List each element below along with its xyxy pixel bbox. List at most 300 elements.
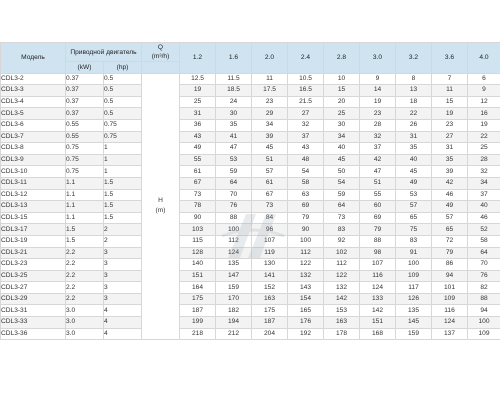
- head-value-cell: 112: [324, 259, 360, 271]
- head-value-cell: 182: [216, 305, 252, 317]
- kw-cell: 1.1: [66, 189, 104, 201]
- head-value-cell: 16.5: [288, 85, 324, 97]
- head-value-cell: 45: [252, 143, 288, 155]
- table-row: [1, 224, 500, 236]
- head-value-cell: 94: [468, 305, 500, 317]
- kw-cell: 0.37: [66, 85, 104, 97]
- pump-spec-sheet: [0, 42, 500, 340]
- kw-cell: 3.0: [66, 328, 104, 340]
- head-value-cell: 19: [432, 108, 468, 120]
- kw-subheader: (kW): [66, 62, 104, 74]
- model-cell: CDL3-2: [1, 73, 66, 85]
- head-value-cell: 79: [360, 224, 396, 236]
- model-cell: CDL3-27: [1, 282, 66, 294]
- head-value-cell: 135: [216, 259, 252, 271]
- table-row: [1, 328, 500, 340]
- head-value-cell: 43: [288, 143, 324, 155]
- kw-cell: 0.75: [66, 166, 104, 178]
- head-value-cell: 107: [252, 235, 288, 247]
- head-value-cell: 20: [324, 96, 360, 108]
- kw-cell: 1.5: [66, 235, 104, 247]
- head-value-cell: 26: [396, 119, 432, 131]
- hp-cell: 2: [104, 224, 142, 236]
- head-value-cell: 147: [216, 270, 252, 282]
- model-cell: CDL3-10: [1, 166, 66, 178]
- head-value-cell: 103: [180, 224, 216, 236]
- table-row: [1, 131, 500, 143]
- table-row: [1, 201, 500, 213]
- head-value-cell: 67: [180, 177, 216, 189]
- hp-cell: 4: [104, 305, 142, 317]
- head-value-cell: 133: [360, 293, 396, 305]
- head-value-cell: 76: [468, 270, 500, 282]
- head-value-cell: 67: [252, 189, 288, 201]
- flow-value-header: 4.0: [468, 43, 500, 74]
- head-value-cell: 7: [432, 73, 468, 85]
- head-value-cell: 9: [468, 85, 500, 97]
- head-value-cell: 84: [252, 212, 288, 224]
- table-row: [1, 177, 500, 189]
- head-value-cell: 78: [180, 201, 216, 213]
- head-value-cell: 55: [180, 154, 216, 166]
- head-value-cell: 34: [252, 119, 288, 131]
- head-value-cell: 102: [324, 247, 360, 259]
- head-value-cell: 45: [396, 166, 432, 178]
- head-value-cell: 64: [216, 177, 252, 189]
- kw-cell: 1.1: [66, 177, 104, 189]
- flow-value-header: 3.0: [360, 43, 396, 74]
- hp-cell: 1: [104, 166, 142, 178]
- hp-cell: 1: [104, 154, 142, 166]
- head-value-cell: 30: [324, 119, 360, 131]
- head-value-cell: 15: [324, 85, 360, 97]
- head-value-cell: 163: [324, 317, 360, 329]
- head-value-cell: 32: [468, 166, 500, 178]
- head-value-cell: 91: [396, 247, 432, 259]
- flow-value-header: 1.2: [180, 43, 216, 74]
- table-row: [1, 259, 500, 271]
- hp-cell: 3: [104, 259, 142, 271]
- head-value-cell: 137: [432, 328, 468, 340]
- head-value-cell: 83: [396, 235, 432, 247]
- head-value-cell: 11: [432, 85, 468, 97]
- head-value-cell: 39: [252, 131, 288, 143]
- head-value-cell: 154: [288, 293, 324, 305]
- hp-cell: 0.5: [104, 108, 142, 120]
- head-value-cell: 57: [252, 166, 288, 178]
- head-value-cell: 152: [252, 282, 288, 294]
- flow-value-header: 2.4: [288, 43, 324, 74]
- head-value-cell: 22: [396, 108, 432, 120]
- table-row: [1, 317, 500, 329]
- kw-cell: 3.0: [66, 305, 104, 317]
- head-value-cell: 70: [216, 189, 252, 201]
- head-value-cell: 18.5: [216, 85, 252, 97]
- head-value-cell: 47: [360, 166, 396, 178]
- head-value-cell: 49: [180, 143, 216, 155]
- model-cell: CDL3-13: [1, 201, 66, 213]
- head-value-cell: 40: [468, 201, 500, 213]
- table-row: [1, 235, 500, 247]
- table-row: [1, 96, 500, 108]
- kw-cell: 0.37: [66, 108, 104, 120]
- head-value-cell: 151: [360, 317, 396, 329]
- head-value-cell: 88: [468, 293, 500, 305]
- flow-value-header: 2.8: [324, 43, 360, 74]
- head-value-cell: 22: [468, 131, 500, 143]
- head-value-cell: 69: [360, 212, 396, 224]
- model-cell: CDL3-25: [1, 270, 66, 282]
- head-value-cell: 100: [216, 224, 252, 236]
- head-value-cell: 142: [360, 305, 396, 317]
- head-value-cell: 37: [468, 189, 500, 201]
- head-value-cell: 117: [396, 282, 432, 294]
- head-value-cell: 35: [432, 154, 468, 166]
- head-value-cell: 14: [360, 85, 396, 97]
- head-value-cell: 70: [468, 259, 500, 271]
- head-value-cell: 115: [180, 235, 216, 247]
- head-value-cell: 112: [288, 247, 324, 259]
- head-value-cell: 109: [432, 293, 468, 305]
- head-value-cell: 168: [360, 328, 396, 340]
- head-value-cell: 34: [324, 131, 360, 143]
- hp-cell: 0.5: [104, 73, 142, 85]
- model-cell: CDL3-31: [1, 305, 66, 317]
- head-unit: (m): [155, 207, 166, 215]
- table-row: [1, 143, 500, 155]
- head-value-cell: 13: [396, 85, 432, 97]
- kw-cell: 0.75: [66, 154, 104, 166]
- hp-cell: 1.5: [104, 201, 142, 213]
- head-value-cell: 65: [396, 212, 432, 224]
- head-value-cell: 83: [324, 224, 360, 236]
- table-row: [1, 154, 500, 166]
- head-value-cell: 53: [216, 154, 252, 166]
- model-cell: CDL3-8: [1, 143, 66, 155]
- head-value-cell: 100: [468, 317, 500, 329]
- head-value-cell: 15: [432, 96, 468, 108]
- head-value-cell: 170: [216, 293, 252, 305]
- head-value-cell: 54: [288, 166, 324, 178]
- flow-value-header: 1.6: [216, 43, 252, 74]
- head-value-cell: 175: [180, 293, 216, 305]
- table-row: [1, 108, 500, 120]
- head-value-cell: 52: [468, 224, 500, 236]
- head-value-cell: 28: [468, 154, 500, 166]
- head-value-cell: 42: [432, 177, 468, 189]
- model-cell: CDL3-29: [1, 293, 66, 305]
- head-value-cell: 30: [216, 108, 252, 120]
- head-value-cell: 88: [360, 235, 396, 247]
- head-value-cell: 57: [396, 201, 432, 213]
- model-cell: CDL3-7: [1, 131, 66, 143]
- head-value-cell: 27: [432, 131, 468, 143]
- head-value-cell: 86: [432, 259, 468, 271]
- head-value-cell: 31: [432, 143, 468, 155]
- head-value-cell: 132: [288, 270, 324, 282]
- head-value-cell: 64: [468, 247, 500, 259]
- model-cell: CDL3-21: [1, 247, 66, 259]
- kw-cell: 2.2: [66, 270, 104, 282]
- head-value-cell: 54: [324, 177, 360, 189]
- head-value-cell: 42: [360, 154, 396, 166]
- head-value-cell: 6: [468, 73, 500, 85]
- flow-value-header: 2.0: [252, 43, 288, 74]
- head-value-cell: 199: [180, 317, 216, 329]
- model-cell: CDL3-17: [1, 224, 66, 236]
- performance-table: [0, 42, 500, 340]
- head-value-cell: 204: [252, 328, 288, 340]
- head-value-cell: 178: [324, 328, 360, 340]
- head-value-cell: 23: [360, 108, 396, 120]
- head-value-cell: 90: [180, 212, 216, 224]
- head-value-cell: 49: [396, 177, 432, 189]
- table-body: [1, 73, 500, 340]
- head-value-cell: 60: [360, 201, 396, 213]
- hp-cell: 3: [104, 247, 142, 259]
- head-value-cell: 19: [180, 85, 216, 97]
- head-value-cell: 45: [324, 154, 360, 166]
- head-value-cell: 187: [180, 305, 216, 317]
- hp-cell: 0.5: [104, 96, 142, 108]
- head-value-cell: 18: [396, 96, 432, 108]
- model-cell: CDL3-12: [1, 189, 66, 201]
- head-value-cell: 43: [180, 131, 216, 143]
- hp-cell: 1: [104, 143, 142, 155]
- head-value-cell: 12: [468, 96, 500, 108]
- head-value-cell: 165: [288, 305, 324, 317]
- head-value-cell: 73: [324, 212, 360, 224]
- head-value-cell: 109: [396, 270, 432, 282]
- head-value-cell: 79: [288, 212, 324, 224]
- head-value-cell: 176: [288, 317, 324, 329]
- head-value-cell: 76: [216, 201, 252, 213]
- kw-cell: 1.5: [66, 224, 104, 236]
- kw-cell: 1.1: [66, 201, 104, 213]
- table-header: [1, 43, 500, 74]
- hp-cell: 4: [104, 317, 142, 329]
- head-value-cell: 16: [468, 108, 500, 120]
- head-value-cell: 153: [324, 305, 360, 317]
- model-cell: CDL3-4: [1, 96, 66, 108]
- table-row: [1, 73, 500, 85]
- head-value-cell: 109: [468, 328, 500, 340]
- hp-cell: 0.75: [104, 131, 142, 143]
- head-value-cell: 37: [288, 131, 324, 143]
- flow-value-header: 3.2: [396, 43, 432, 74]
- head-value-cell: 100: [288, 235, 324, 247]
- head-value-cell: 36: [180, 119, 216, 131]
- head-value-cell: 151: [180, 270, 216, 282]
- flow-header: [142, 43, 180, 62]
- head-value-cell: 124: [360, 282, 396, 294]
- head-value-cell: 100: [396, 259, 432, 271]
- head-value-cell: 218: [180, 328, 216, 340]
- head-value-cell: 61: [180, 166, 216, 178]
- head-value-cell: 23: [252, 96, 288, 108]
- head-value-cell: 63: [288, 189, 324, 201]
- head-value-cell: 194: [216, 317, 252, 329]
- head-value-cell: 25: [180, 96, 216, 108]
- head-value-cell: 88: [216, 212, 252, 224]
- head-value-cell: 61: [252, 177, 288, 189]
- kw-cell: 0.55: [66, 119, 104, 131]
- table-row: [1, 85, 500, 97]
- table-row: [1, 119, 500, 131]
- head-value-cell: 98: [360, 247, 396, 259]
- head-value-cell: 124: [432, 317, 468, 329]
- head-value-cell: 107: [360, 259, 396, 271]
- table-row: [1, 247, 500, 259]
- head-value-cell: 32: [288, 119, 324, 131]
- head-value-cell: 41: [216, 131, 252, 143]
- kw-cell: 0.75: [66, 143, 104, 155]
- kw-cell: 2.2: [66, 293, 104, 305]
- model-cell: CDL3-5: [1, 108, 66, 120]
- head-value-cell: 94: [432, 270, 468, 282]
- head-value-cell: 65: [432, 224, 468, 236]
- head-value-cell: 135: [396, 305, 432, 317]
- flow-label: Q: [157, 44, 164, 51]
- head-value-cell: 116: [360, 270, 396, 282]
- flow-header-spacer: [142, 62, 180, 74]
- model-column-header: Модель: [1, 43, 66, 74]
- kw-cell: 0.37: [66, 96, 104, 108]
- head-value-cell: 59: [216, 166, 252, 178]
- head-axis-cell: [142, 73, 180, 340]
- flow-value-header: 3.6: [432, 43, 468, 74]
- model-cell: CDL3-36: [1, 328, 66, 340]
- head-value-cell: 25: [468, 143, 500, 155]
- head-value-cell: 53: [396, 189, 432, 201]
- head-value-cell: 47: [216, 143, 252, 155]
- head-value-cell: 128: [180, 247, 216, 259]
- model-cell: CDL3-23: [1, 259, 66, 271]
- table-row: [1, 293, 500, 305]
- head-value-cell: 31: [396, 131, 432, 143]
- head-value-cell: 46: [432, 189, 468, 201]
- head-value-cell: 59: [324, 189, 360, 201]
- head-value-cell: 122: [288, 259, 324, 271]
- head-value-cell: 9: [360, 73, 396, 85]
- head-value-cell: 175: [252, 305, 288, 317]
- head-value-cell: 212: [216, 328, 252, 340]
- head-value-cell: 23: [432, 119, 468, 131]
- hp-cell: 1.5: [104, 212, 142, 224]
- hp-cell: 2: [104, 235, 142, 247]
- head-value-cell: 19: [360, 96, 396, 108]
- kw-cell: 1.1: [66, 212, 104, 224]
- motor-column-header: Приводной двигатель: [66, 43, 142, 62]
- hp-cell: 3: [104, 293, 142, 305]
- hp-cell: 3: [104, 270, 142, 282]
- head-value-cell: 35: [396, 143, 432, 155]
- head-value-cell: 82: [468, 282, 500, 294]
- head-value-cell: 159: [396, 328, 432, 340]
- head-value-cell: 58: [468, 235, 500, 247]
- hp-cell: 1.5: [104, 189, 142, 201]
- head-value-cell: 143: [288, 282, 324, 294]
- head-value-cell: 72: [432, 235, 468, 247]
- head-value-cell: 73: [180, 189, 216, 201]
- kw-cell: 0.37: [66, 73, 104, 85]
- head-value-cell: 164: [180, 282, 216, 294]
- kw-cell: 3.0: [66, 317, 104, 329]
- table-row: [1, 166, 500, 178]
- table-row: [1, 189, 500, 201]
- head-value-cell: 46: [468, 212, 500, 224]
- head-value-cell: 40: [396, 154, 432, 166]
- model-cell: CDL3-6: [1, 119, 66, 131]
- head-value-cell: 187: [252, 317, 288, 329]
- model-cell: CDL3-33: [1, 317, 66, 329]
- head-value-cell: 159: [216, 282, 252, 294]
- head-value-cell: 64: [324, 201, 360, 213]
- head-value-cell: 50: [324, 166, 360, 178]
- hp-cell: 3: [104, 282, 142, 294]
- head-value-cell: 39: [432, 166, 468, 178]
- flow-unit: (m³/h): [151, 53, 170, 60]
- head-value-cell: 92: [324, 235, 360, 247]
- head-value-cell: 142: [324, 293, 360, 305]
- hp-cell: 0.75: [104, 119, 142, 131]
- table-row: [1, 270, 500, 282]
- head-value-cell: 73: [252, 201, 288, 213]
- head-value-cell: 49: [432, 201, 468, 213]
- head-value-cell: 12.5: [180, 73, 216, 85]
- kw-cell: 2.2: [66, 282, 104, 294]
- head-value-cell: 27: [288, 108, 324, 120]
- head-value-cell: 19: [468, 119, 500, 131]
- head-value-cell: 132: [324, 282, 360, 294]
- head-value-cell: 25: [324, 108, 360, 120]
- model-cell: CDL3-3: [1, 85, 66, 97]
- head-value-cell: 140: [180, 259, 216, 271]
- hp-cell: 0.5: [104, 85, 142, 97]
- head-value-cell: 124: [216, 247, 252, 259]
- head-value-cell: 96: [252, 224, 288, 236]
- head-value-cell: 75: [396, 224, 432, 236]
- head-value-cell: 163: [252, 293, 288, 305]
- head-value-cell: 11: [252, 73, 288, 85]
- head-value-cell: 40: [324, 143, 360, 155]
- head-value-cell: 58: [288, 177, 324, 189]
- kw-cell: 0.55: [66, 131, 104, 143]
- head-value-cell: 122: [324, 270, 360, 282]
- head-value-cell: 116: [432, 305, 468, 317]
- head-value-cell: 69: [288, 201, 324, 213]
- head-value-cell: 17.5: [252, 85, 288, 97]
- head-value-cell: 145: [396, 317, 432, 329]
- hp-cell: 1.5: [104, 177, 142, 189]
- head-value-cell: 126: [396, 293, 432, 305]
- model-cell: CDL3-9: [1, 154, 66, 166]
- hp-cell: 4: [104, 328, 142, 340]
- head-value-cell: 11.5: [216, 73, 252, 85]
- head-value-cell: 28: [360, 119, 396, 131]
- head-value-cell: 112: [216, 235, 252, 247]
- table-row: [1, 212, 500, 224]
- hp-subheader: (hp): [104, 62, 142, 74]
- head-value-cell: 24: [216, 96, 252, 108]
- head-value-cell: 29: [252, 108, 288, 120]
- head-label: H: [158, 197, 163, 205]
- head-value-cell: 55: [360, 189, 396, 201]
- head-value-cell: 141: [252, 270, 288, 282]
- head-value-cell: 35: [216, 119, 252, 131]
- head-value-cell: 130: [252, 259, 288, 271]
- kw-cell: 2.2: [66, 247, 104, 259]
